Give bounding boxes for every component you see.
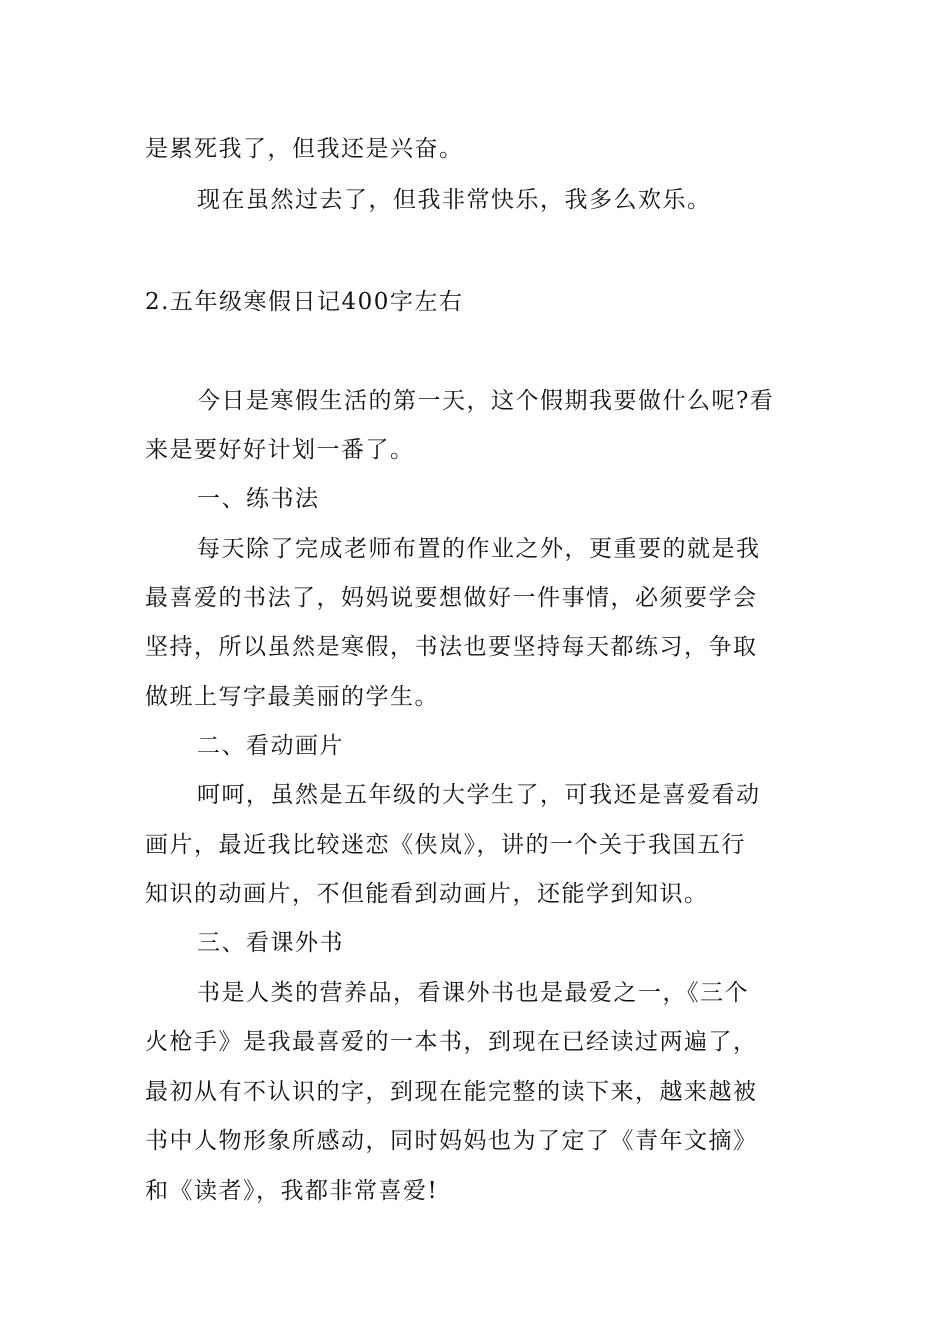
text-line: 坚持，所以虽然是寒假，书法也要坚持每天都练习，争取 [145,634,758,660]
text-line: 每天除了完成老师布置的作业之外，更重要的就是我 [197,536,761,562]
text-line: 最喜爱的书法了，妈妈说要想做好一件事情，必须要学会 [145,585,758,611]
subheading: 三、看课外书 [197,930,344,956]
subheading: 一、练书法 [197,486,320,512]
text-line: 做班上写字最美丽的学生。 [145,684,439,710]
subheading: 二、看动画片 [197,733,344,759]
section-heading: 2.五年级寒假日记400字左右 [145,289,464,315]
text-line: 现在虽然过去了，但我非常快乐，我多么欢乐。 [197,187,712,213]
text-line: 知识的动画片，不但能看到动画片，还能学到知识。 [145,881,709,907]
text-line: 画片，最近我比较迷恋《侠岚》，讲的一个关于我国五行 [145,832,746,858]
text-line: 最初从有不认识的字，到现在能完整的读下来，越来越被 [145,1079,758,1105]
text-line: 书中人物形象所感动，同时妈妈也为了定了《青年文摘》 [145,1128,758,1154]
text-line: 今日是寒假生活的第一天，这个假期我要做什么呢?看 [197,388,775,414]
text-line: 和《读者》，我都非常喜爱! [145,1178,439,1204]
text-line: 来是要好好计划一番了。 [145,437,415,463]
text-line: 火枪手》是我最喜爱的一本书，到现在已经读过两遍了， [145,1029,758,1055]
text-line: 呵呵，虽然是五年级的大学生了，可我还是喜爱看动 [197,782,761,808]
text-line: 是累死我了，但我还是兴奋。 [145,136,464,162]
text-line: 书是人类的营养品，看课外书也是最爱之一，《三个 [197,980,749,1006]
